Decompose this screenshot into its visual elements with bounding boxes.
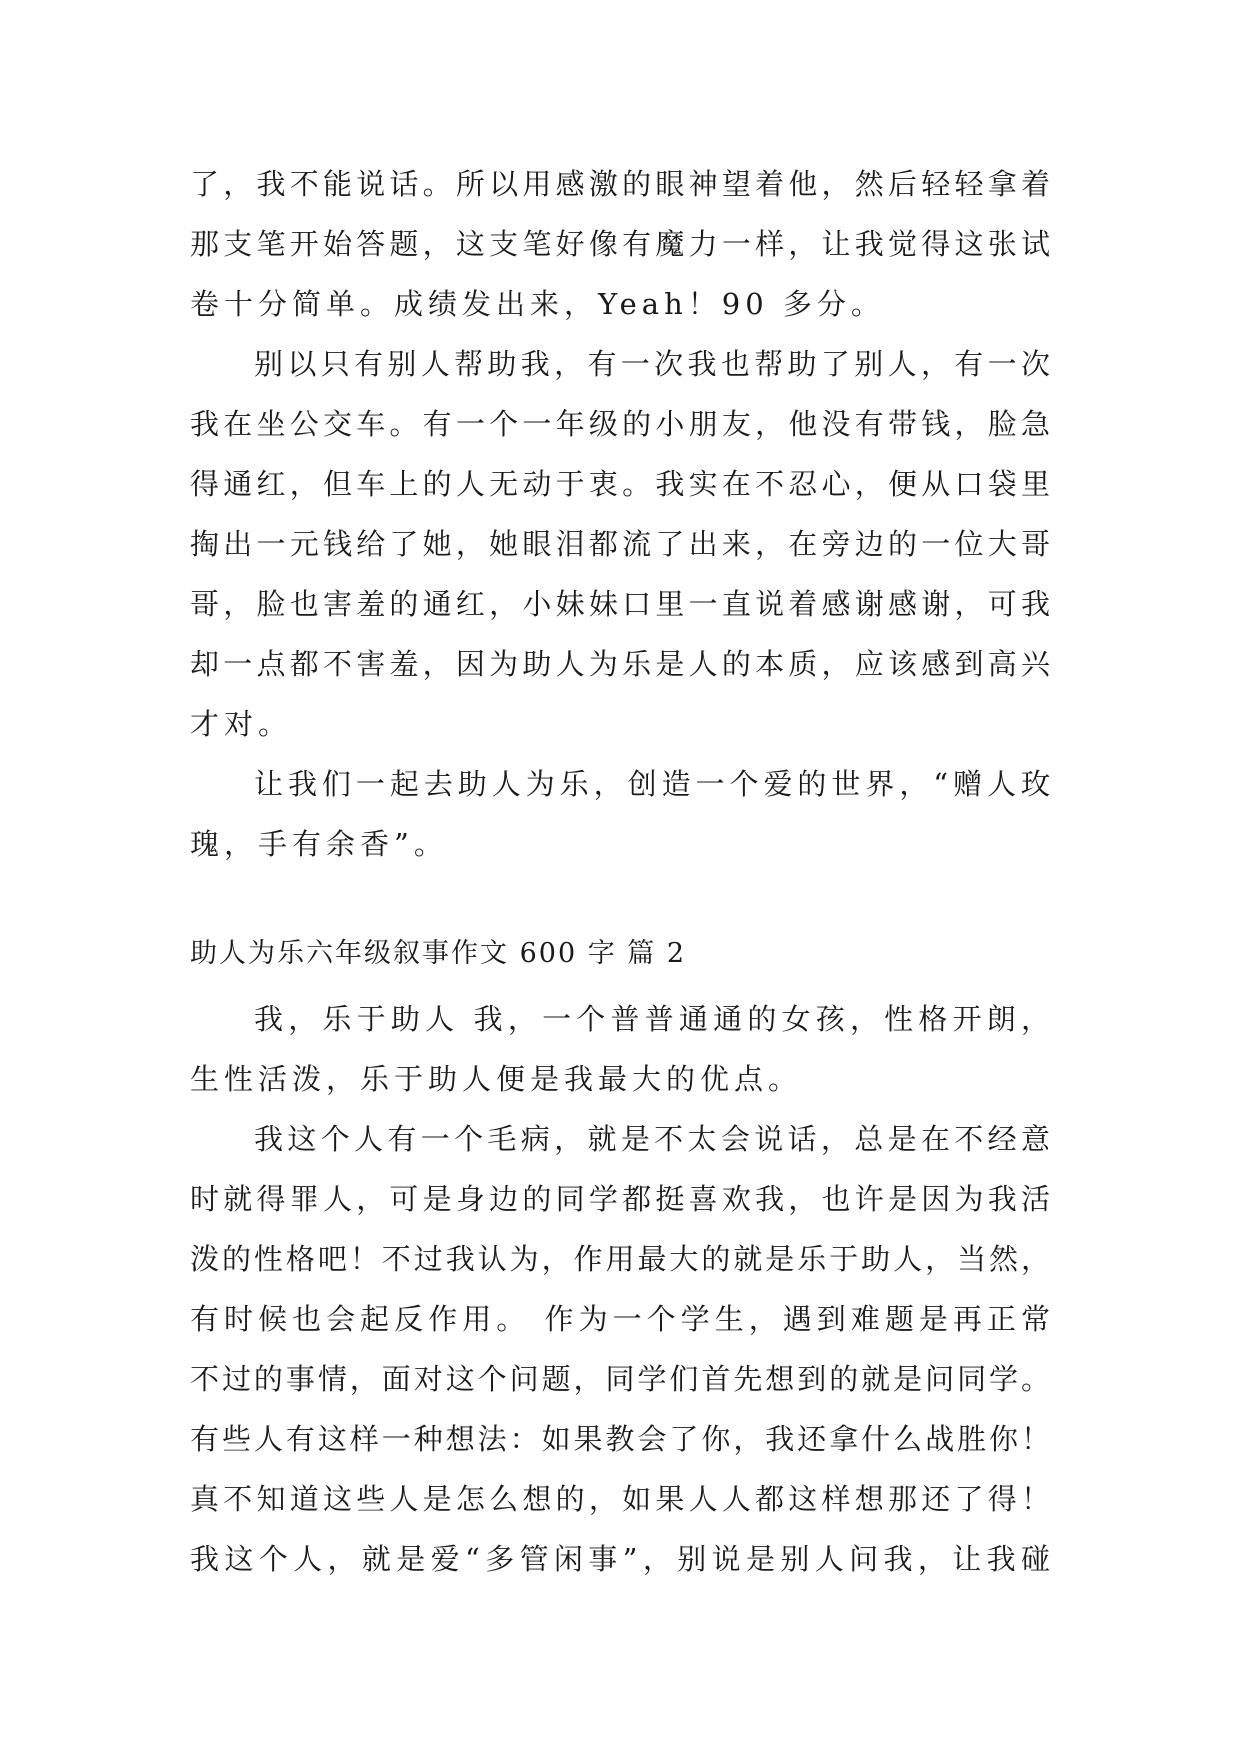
text-line: 掏出一元钱给了她，她眼泪都流了出来，在旁边的一位大哥 [190, 527, 1050, 561]
text-line: 那支笔开始答题，这支笔好像有魔力一样，让我觉得这张试 [190, 227, 1050, 261]
text-line: 瑰，手有余香”。 [190, 827, 448, 861]
text-line: 我，乐于助人 我，一个普普通通的女孩，性格开朗， [254, 1002, 1050, 1036]
text-line: 我这个人有一个毛病，就是不太会说话，总是在不经意 [254, 1122, 1050, 1156]
text-line: 我这个人，就是爱“多管闲事”，别说是别人问我，让我碰 [190, 1542, 1050, 1576]
text-line: 才对。 [190, 707, 293, 741]
text-line: 了，我不能说话。所以用感激的眼神望着他，然后轻轻拿着 [190, 167, 1050, 201]
text-line: 卷十分简单。成绩发出来，Yeah！90 多分。 [190, 287, 885, 321]
text-line: 让我们一起去助人为乐，创造一个爱的世界，“赠人玫 [254, 767, 1050, 801]
text-line: 时就得罪人，可是身边的同学都挺喜欢我，也许是因为我活 [190, 1182, 1050, 1216]
text-line: 泼的性格吧！不过我认为，作用最大的就是乐于助人，当然， [190, 1242, 1050, 1276]
text-line: 得通红，但车上的人无动于衷。我实在不忍心，便从口袋里 [190, 467, 1050, 501]
text-line: 生性活泼，乐于助人便是我最大的优点。 [190, 1062, 803, 1096]
section-heading: 助人为乐六年级叙事作文 600 字 篇 2 [190, 938, 687, 969]
text-line: 真不知道这些人是怎么想的，如果人人都这样想那还了得！ [190, 1482, 1050, 1516]
text-line: 不过的事情，面对这个问题，同学们首先想到的就是问同学。 [190, 1362, 1050, 1396]
text-line: 哥，脸也害羞的通红，小妹妹口里一直说着感谢感谢，可我 [190, 587, 1050, 621]
text-line: 别以只有别人帮助我，有一次我也帮助了别人，有一次 [254, 347, 1050, 381]
text-line: 我在坐公交车。有一个一年级的小朋友，他没有带钱，脸急 [190, 407, 1050, 441]
text-line: 却一点都不害羞，因为助人为乐是人的本质，应该感到高兴 [190, 647, 1050, 681]
text-line: 有些人有这样一种想法：如果教会了你，我还拿什么战胜你！ [190, 1422, 1050, 1456]
text-line: 有时候也会起反作用。 作为一个学生，遇到难题是再正常 [190, 1302, 1050, 1336]
